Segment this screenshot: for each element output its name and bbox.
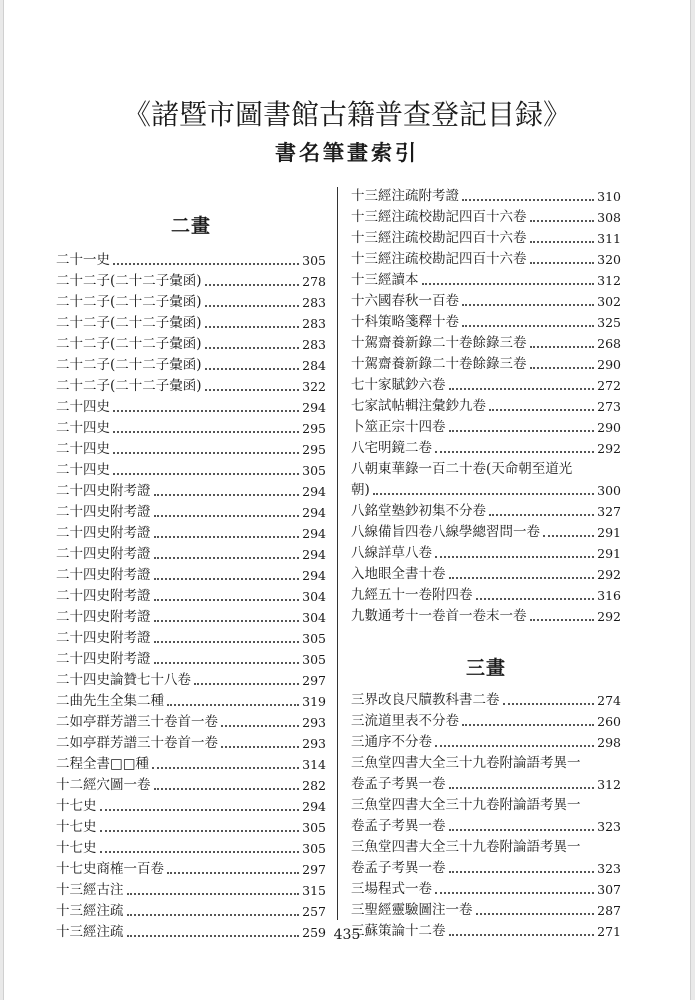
index-entry-title: 八宅明鏡二卷 <box>351 440 432 456</box>
index-entry-title: 十三經注疏校勘記四百十六卷 <box>351 251 527 267</box>
dot-leader <box>489 514 594 516</box>
index-entry-page: 327 <box>597 504 621 519</box>
index-entry <box>56 271 326 292</box>
dot-leader <box>154 578 300 580</box>
index-entry-page: 316 <box>597 588 621 603</box>
index-entry-title: 二十二子(二十二子彙函) <box>56 273 202 289</box>
index-entry <box>351 396 621 417</box>
index-entry <box>351 480 621 501</box>
index-entry-page: 297 <box>302 673 326 688</box>
index-entry-page: 297 <box>302 862 326 877</box>
index-entry-page: 292 <box>597 441 621 456</box>
index-entry-page: 305 <box>302 463 326 478</box>
index-entry-page: 292 <box>597 609 621 624</box>
index-entry-title: 八銘堂塾鈔初集不分卷 <box>351 503 486 519</box>
dot-leader <box>154 599 300 601</box>
dot-leader <box>221 725 299 727</box>
index-entry-title: 八線詳草八卷 <box>351 545 432 561</box>
index-entry-title: 十三經注疏 <box>56 924 124 940</box>
index-entry-page: 302 <box>597 294 621 309</box>
index-entry-page: 294 <box>302 526 326 541</box>
index-entry-title: 二十二子(二十二子彙函) <box>56 378 202 394</box>
index-entry <box>351 438 621 459</box>
index-entry-title: 二十二子(二十二子彙函) <box>56 336 202 352</box>
dot-leader <box>194 683 299 685</box>
index-entry-title: 二十四史附考證 <box>56 525 151 541</box>
index-entry-title: 七家試帖輯注彙鈔九卷 <box>351 398 486 414</box>
index-entry-title: 三蘇策論十二卷 <box>351 923 446 939</box>
index-entry-page: 294 <box>302 547 326 562</box>
index-entry-title: 二程全書□□種 <box>56 756 150 772</box>
index-entry-page: 291 <box>597 546 621 561</box>
index-entry <box>56 376 326 397</box>
column-divider <box>337 187 338 920</box>
index-entry-title: 十七史 <box>56 840 97 856</box>
index-entry <box>56 334 326 355</box>
dot-leader <box>127 914 300 916</box>
index-entry-title: 十三經古注 <box>56 882 124 898</box>
index-entry <box>56 292 326 313</box>
index-entry <box>56 901 326 922</box>
index-entry-page: 305 <box>302 631 326 646</box>
index-entry-title: 二十四史附考證 <box>56 546 151 562</box>
dot-leader <box>205 347 300 349</box>
dot-leader <box>205 305 300 307</box>
section-heading-three-strokes: 三畫 <box>465 657 506 679</box>
index-entry <box>351 774 621 795</box>
index-entry-title: 二十二子(二十二子彙函) <box>56 294 202 310</box>
index-entry-page: 305 <box>302 253 326 268</box>
index-entry-page: 305 <box>302 841 326 856</box>
index-entry-title: 二十四史附考證 <box>56 567 151 583</box>
index-entry <box>351 522 621 543</box>
index-entry-title: 二十四史論贊七十八卷 <box>56 672 191 688</box>
index-entry-page: 322 <box>302 379 326 394</box>
index-entry-title: 入地眼全書十卷 <box>351 566 446 582</box>
index-entry <box>56 649 326 670</box>
index-entry <box>351 690 621 711</box>
dot-leader <box>113 473 299 475</box>
index-entry-page: 319 <box>302 694 326 709</box>
index-entry-page: 287 <box>597 903 621 918</box>
index-entry <box>351 816 621 837</box>
dot-leader <box>113 452 299 454</box>
index-entry-title: 卷孟子考異一卷 <box>351 860 446 876</box>
index-entry-page: 308 <box>597 210 621 225</box>
index-entry-title: 二十四史附考證 <box>56 504 151 520</box>
index-entry-page: 290 <box>597 420 621 435</box>
catalog-title: 《諸暨市圖書館古籍普查登記目録》 <box>122 98 571 131</box>
index-entry-page: 293 <box>302 736 326 751</box>
index-entry-title: 卷孟子考異一卷 <box>351 776 446 792</box>
dot-leader <box>530 619 595 621</box>
dot-leader <box>449 829 595 831</box>
index-page <box>3 0 691 1000</box>
index-entry <box>56 544 326 565</box>
index-entry-page: 278 <box>302 274 326 289</box>
index-entry-page: 292 <box>597 567 621 582</box>
index-entry-title: 朝) <box>351 482 370 498</box>
index-entry-title: 十二經穴圖一卷 <box>56 777 151 793</box>
dot-leader <box>489 409 594 411</box>
dot-leader <box>167 704 299 706</box>
dot-leader <box>449 871 595 873</box>
dot-leader <box>476 598 595 600</box>
index-entry-title: 二十四史 <box>56 462 110 478</box>
dot-leader <box>435 745 594 747</box>
dot-leader <box>154 494 300 496</box>
entry-list-three-strokes <box>351 690 621 942</box>
index-entry <box>351 249 621 270</box>
index-entry <box>56 418 326 439</box>
dot-leader <box>435 892 594 894</box>
index-entry-page: 311 <box>597 231 621 246</box>
index-entry-page: 268 <box>597 336 621 351</box>
index-entry-page: 274 <box>597 693 621 708</box>
index-entry <box>56 691 326 712</box>
index-entry <box>351 354 621 375</box>
index-entry-page: 283 <box>302 295 326 310</box>
index-entry-page: 293 <box>302 715 326 730</box>
index-entry-page: 312 <box>597 777 621 792</box>
entry-list-two-strokes <box>56 250 326 943</box>
index-entry-page: 320 <box>597 252 621 267</box>
index-entry <box>56 460 326 481</box>
dot-leader <box>449 388 595 390</box>
index-entry-title: 十三經注疏校勘記四百十六卷 <box>351 209 527 225</box>
dot-leader <box>154 641 300 643</box>
dot-leader <box>530 220 595 222</box>
index-entry-page: 323 <box>597 861 621 876</box>
dot-leader <box>154 788 300 790</box>
index-entry-title: 九數通考十一卷首一卷末一卷 <box>351 608 527 624</box>
index-entry-page: 291 <box>597 525 621 540</box>
index-entry-page: 310 <box>597 189 621 204</box>
index-entry-title: 二如亭群芳譜三十卷首一卷 <box>56 735 218 751</box>
index-entry-page: 283 <box>302 337 326 352</box>
dot-leader <box>127 893 300 895</box>
index-entry-title: 十七史 <box>56 798 97 814</box>
index-entry-title: 二十四史附考證 <box>56 588 151 604</box>
index-entry-page: 304 <box>302 610 326 625</box>
index-entry <box>56 397 326 418</box>
index-entry <box>56 733 326 754</box>
index-entry-page: 305 <box>302 820 326 835</box>
dot-leader <box>154 557 300 559</box>
index-entry-page: 284 <box>302 358 326 373</box>
index-entry <box>56 838 326 859</box>
index-entry <box>56 502 326 523</box>
index-entry <box>351 228 621 249</box>
dot-leader <box>100 851 300 853</box>
index-entry <box>351 732 621 753</box>
index-entry-page: 271 <box>597 924 621 939</box>
section-heading-two-strokes: 二畫 <box>170 215 211 237</box>
index-entry-title: 十三經讀本 <box>351 272 419 288</box>
dot-leader <box>462 325 594 327</box>
dot-leader <box>154 515 300 517</box>
index-entry-title: 十三經注疏 <box>56 903 124 919</box>
index-entry-title: 二十四史附考證 <box>56 609 151 625</box>
right-column <box>351 186 621 942</box>
index-entry <box>56 754 326 775</box>
index-entry-title: 三通序不分卷 <box>351 734 432 750</box>
index-entry-page: 295 <box>302 421 326 436</box>
index-entry <box>351 711 621 732</box>
dot-leader <box>503 703 595 705</box>
dot-leader <box>154 620 300 622</box>
index-entry-title: 三流道里表不分卷 <box>351 713 459 729</box>
index-entry <box>56 670 326 691</box>
index-entry-title: 三魚堂四書大全三十九卷附論語考異一 <box>351 797 581 813</box>
dot-leader <box>530 367 595 369</box>
left-column <box>56 204 326 943</box>
dot-leader <box>435 556 594 558</box>
dot-leader <box>373 493 594 495</box>
index-entry <box>351 312 621 333</box>
index-entry-title: 三魚堂四書大全三十九卷附論語考異一 <box>351 755 581 771</box>
index-entry <box>56 628 326 649</box>
index-entry <box>56 439 326 460</box>
dot-leader <box>449 577 595 579</box>
index-entry-title: 九經五十一卷附四卷 <box>351 587 473 603</box>
dot-leader <box>154 536 300 538</box>
index-entry <box>56 250 326 271</box>
dot-leader <box>113 263 299 265</box>
index-entry-page: 315 <box>302 883 326 898</box>
index-entry-title: 八朝東華錄一百二十卷(天命朝至道光 <box>351 461 573 477</box>
index-entry <box>351 270 621 291</box>
index-entry-title: 卜筮正宗十四卷 <box>351 419 446 435</box>
index-entry-title: 二十四史附考證 <box>56 630 151 646</box>
index-entry <box>351 186 621 207</box>
index-entry <box>351 606 621 627</box>
index-entry-title: 十三經注疏校勘記四百十六卷 <box>351 230 527 246</box>
index-entry <box>351 417 621 438</box>
index-entry-page: 312 <box>597 273 621 288</box>
dot-leader <box>543 535 594 537</box>
index-entry-title: 三界改良尺牘教科書二卷 <box>351 692 500 708</box>
index-entry-page: 304 <box>302 589 326 604</box>
dot-leader <box>476 913 595 915</box>
index-entry-title: 三場程式一卷 <box>351 881 432 897</box>
index-entry-page: 307 <box>597 882 621 897</box>
index-entry-title: 二十四史附考證 <box>56 651 151 667</box>
index-entry <box>56 523 326 544</box>
index-entry <box>56 796 326 817</box>
index-entry-title: 十六國春秋一百卷 <box>351 293 459 309</box>
dot-leader <box>462 724 594 726</box>
dot-leader <box>100 830 300 832</box>
index-entry-title: 十七史 <box>56 819 97 835</box>
index-entry <box>351 858 621 879</box>
index-entry-title: 二如亭群芳譜三十卷首一卷 <box>56 714 218 730</box>
dot-leader <box>167 872 299 874</box>
index-entry <box>56 565 326 586</box>
index-entry <box>351 564 621 585</box>
index-entry <box>351 291 621 312</box>
index-entry-title: 二十四史附考證 <box>56 483 151 499</box>
index-entry <box>56 355 326 376</box>
index-entry-title: 七十家賦鈔六卷 <box>351 377 446 393</box>
entry-list-two-strokes-continued <box>351 186 621 627</box>
index-entry-page: 294 <box>302 400 326 415</box>
index-entry-page: 314 <box>302 757 326 772</box>
dot-leader <box>113 410 299 412</box>
index-entry-title: 十科策略箋釋十卷 <box>351 314 459 330</box>
index-entry-page: 295 <box>302 442 326 457</box>
index-subtitle: 書名筆畫索引 <box>275 141 419 165</box>
index-entry-page: 257 <box>302 904 326 919</box>
dot-leader <box>221 746 299 748</box>
index-entry <box>56 817 326 838</box>
index-entry-page: 282 <box>302 778 326 793</box>
index-entry-title: 十七史商榷一百卷 <box>56 861 164 877</box>
index-entry-page: 323 <box>597 819 621 834</box>
index-entry <box>56 481 326 502</box>
index-entry-page: 283 <box>302 316 326 331</box>
dot-leader <box>530 346 595 348</box>
dot-leader <box>205 389 300 391</box>
index-entry <box>351 501 621 522</box>
index-entry-title: 八線備旨四卷八線學總習問一卷 <box>351 524 540 540</box>
dot-leader <box>422 283 595 285</box>
index-entry-title: 十駕齋養新錄二十卷餘錄三卷 <box>351 356 527 372</box>
index-entry <box>56 607 326 628</box>
index-entry <box>351 375 621 396</box>
dot-leader <box>530 262 595 264</box>
index-entry <box>56 859 326 880</box>
index-entry <box>351 900 621 921</box>
page-number: 435 <box>333 927 361 943</box>
index-entry-title: 卷孟子考異一卷 <box>351 818 446 834</box>
index-entry-page: 290 <box>597 357 621 372</box>
dot-leader <box>449 430 595 432</box>
index-entry-page: 294 <box>302 484 326 499</box>
index-entry-title: 三魚堂四書大全三十九卷附論語考異一 <box>351 839 581 855</box>
index-entry-title: 二十四史 <box>56 399 110 415</box>
dot-leader <box>462 304 594 306</box>
index-entry-title: 二十四史 <box>56 420 110 436</box>
index-entry-page: 305 <box>302 652 326 667</box>
index-entry-page: 294 <box>302 799 326 814</box>
index-entry-title: 二十二子(二十二子彙函) <box>56 357 202 373</box>
index-entry-page: 273 <box>597 399 621 414</box>
index-entry-title: 二曲先生全集二種 <box>56 693 164 709</box>
index-entry-title: 十三經注疏附考證 <box>351 188 459 204</box>
dot-leader <box>205 368 300 370</box>
index-entry-page: 294 <box>302 568 326 583</box>
dot-leader <box>152 767 299 769</box>
index-entry-title: 二十一史 <box>56 252 110 268</box>
dot-leader <box>100 809 300 811</box>
index-entry <box>56 775 326 796</box>
index-entry-page: 272 <box>597 378 621 393</box>
index-entry <box>56 586 326 607</box>
index-entry-page: 300 <box>597 483 621 498</box>
dot-leader <box>462 199 594 201</box>
dot-leader <box>435 451 594 453</box>
index-entry <box>351 543 621 564</box>
index-entry-page: 259 <box>302 925 326 940</box>
dot-leader <box>205 284 300 286</box>
dot-leader <box>205 326 300 328</box>
index-entry <box>351 585 621 606</box>
index-entry <box>351 879 621 900</box>
index-entry-page: 298 <box>597 735 621 750</box>
dot-leader <box>530 241 595 243</box>
index-entry-title: 十駕齋養新錄二十卷餘錄三卷 <box>351 335 527 351</box>
index-entry-title: 二十二子(二十二子彙函) <box>56 315 202 331</box>
index-entry <box>56 880 326 901</box>
index-entry-page: 325 <box>597 315 621 330</box>
index-entry-title: 二十四史 <box>56 441 110 457</box>
index-entry <box>351 207 621 228</box>
index-entry <box>351 333 621 354</box>
index-entry <box>56 712 326 733</box>
dot-leader <box>154 662 300 664</box>
dot-leader <box>449 787 595 789</box>
index-entry-title: 三聖經靈驗圖注一卷 <box>351 902 473 918</box>
dot-leader <box>113 431 299 433</box>
index-entry-page: 260 <box>597 714 621 729</box>
index-entry <box>56 313 326 334</box>
index-entry-page: 294 <box>302 505 326 520</box>
